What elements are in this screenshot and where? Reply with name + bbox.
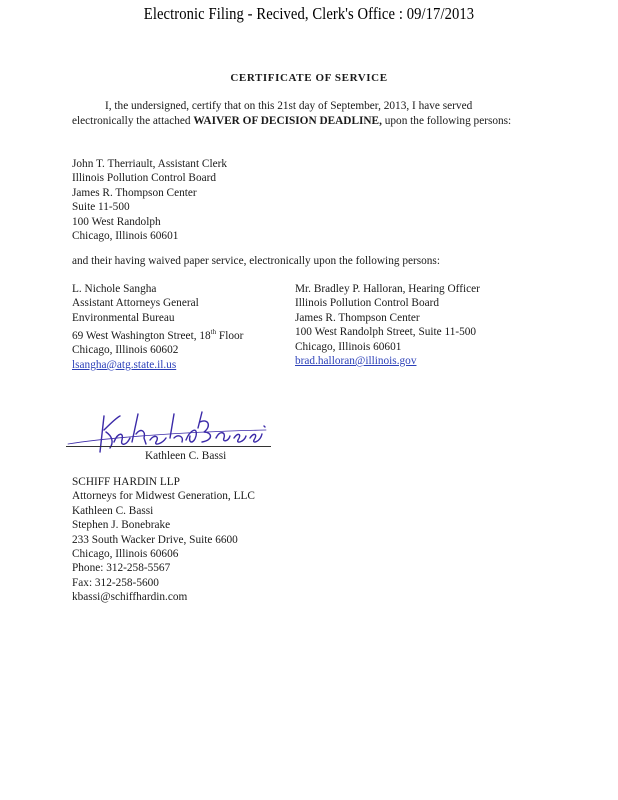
firm-signature-block <box>72 475 255 605</box>
service-list-right <box>295 282 480 368</box>
filing-stamp: Electronic Filing - Recived, Clerk's Office : 09/17/2013 <box>143 4 475 23</box>
firm-line: Kathleen C. Bassi <box>72 504 154 517</box>
firm-line: Phone: 312-258-5567 <box>72 562 171 575</box>
service-city: Chicago, Illinois 60601 <box>295 340 402 353</box>
recipient-line: Chicago, Illinois 60601 <box>72 230 179 243</box>
service-department: Environmental Bureau <box>72 311 175 324</box>
firm-line: 233 South Wacker Drive, Suite 6600 <box>72 533 238 546</box>
recipient-line: Illinois Pollution Control Board <box>72 172 217 185</box>
firm-line: Fax: 312-258-5600 <box>72 576 159 589</box>
body-text-before: I, the undersigned, certify that on this 21st day of September, 2013, I have served electronically the attached <box>72 100 473 127</box>
signature-line <box>66 446 271 447</box>
firm-line: Chicago, Illinois 60606 <box>72 548 179 561</box>
document-name: WAIVER OF DECISION DEADLINE, <box>193 115 382 127</box>
body-text-after: upon the following persons: <box>381 115 512 127</box>
service-list-left <box>72 282 243 372</box>
service-name: Mr. Bradley P. Halloran, Hearing Officer <box>295 283 480 295</box>
firm-line: kbassi@schiffhardin.com <box>72 591 188 604</box>
handwritten-signature <box>66 408 271 456</box>
waived-service-note: and their having waived paper service, electronically upon the following persons: <box>72 255 440 267</box>
recipient-line: Suite 11-500 <box>72 201 130 214</box>
recipient-line: John T. Therriault, Assistant Clerk <box>72 158 228 170</box>
recipient-line: James R. Thompson Center <box>72 186 197 199</box>
service-city: Chicago, Illinois 60602 <box>72 344 179 357</box>
certificate-body <box>72 99 512 129</box>
firm-line: Stephen J. Bonebrake <box>72 519 171 532</box>
recipient-address <box>72 157 227 243</box>
service-org: Illinois Pollution Control Board <box>295 297 440 310</box>
service-street: 100 West Randolph Street, Suite 11-500 <box>295 326 477 339</box>
service-street: 69 West Washington Street, 18th Floor <box>72 328 244 342</box>
service-email-link[interactable]: lsangha@atg.state.il.us <box>72 358 177 371</box>
signer-name: Kathleen C. Bassi <box>145 450 227 462</box>
recipient-line: 100 West Randolph <box>72 215 161 228</box>
service-email-link[interactable]: brad.halloran@illinois.gov <box>295 355 417 368</box>
firm-line: SCHIFF HARDIN LLP <box>72 476 180 488</box>
service-name: L. Nichole Sangha <box>72 283 157 295</box>
service-building: James R. Thompson Center <box>295 311 420 324</box>
firm-line: Attorneys for Midwest Generation, LLC <box>72 490 255 503</box>
service-title: Assistant Attorneys General <box>72 297 199 310</box>
certificate-title: CERTIFICATE OF SERVICE <box>230 72 388 84</box>
